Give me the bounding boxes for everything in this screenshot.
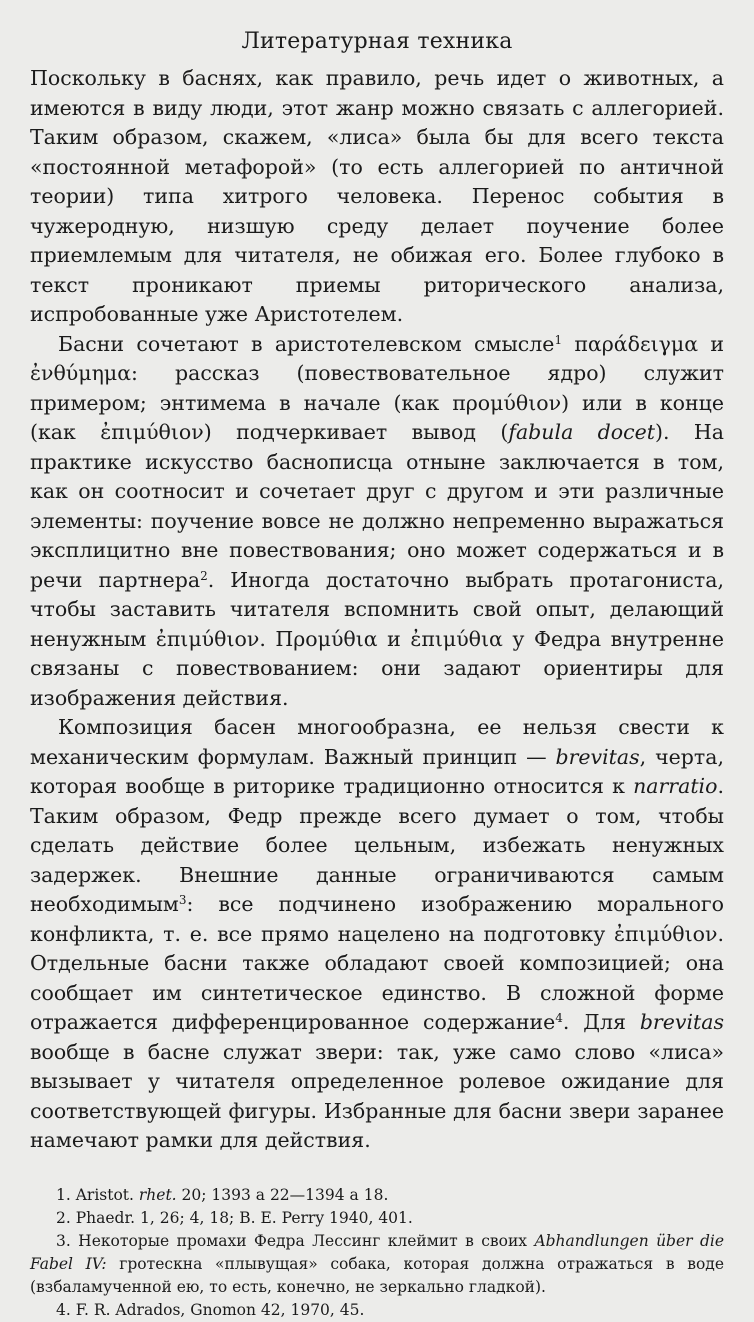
main-text xyxy=(30,64,724,1156)
paragraph xyxy=(30,330,724,714)
footnotes xyxy=(30,1184,724,1322)
footnote-ref: 3 xyxy=(178,892,187,907)
footnote-ref: 4 xyxy=(555,1010,563,1025)
text-run: 3. Некоторые промахи Федра Лессинг клеймит в своих xyxy=(56,1231,535,1250)
footnote xyxy=(30,1299,724,1322)
footnote xyxy=(30,1207,724,1230)
text-run: παράδειγμα и ἐνθύμημα: рассказ (повествовательное ядро) служит примером; энтимема в начале (как προμύθιον) или в конце (как ἐπιμύθιον) подчеркивает вывод ( xyxy=(30,331,725,444)
italic-text: rhet. xyxy=(138,1185,177,1204)
text-run: Композиция басен многообразна, ее нельзя свести к механическим формулам. Важный принцип — xyxy=(30,715,724,769)
text-run: 4. F. R. Adrados, Gnomon 42, 1970, 45. xyxy=(56,1300,365,1319)
footnote xyxy=(30,1230,724,1299)
italic-text: brevitas xyxy=(555,744,640,769)
footnote-ref: 1 xyxy=(554,332,563,347)
italic-text: fabula docet xyxy=(508,420,655,444)
footnote-ref: 2 xyxy=(200,568,208,583)
italic-text: Abhandlungen über die Fabel IV: xyxy=(30,1231,724,1273)
text-run: Поскольку в баснях, как правило, речь идет о животных, а имеются в виду люди, этот жанр можно связать с аллегорией. Таким образом, скажем, «лиса» была бы для всего текста «постоянной метафорой» (то есть аллегорией по античной теории) типа хитрого человека. Перенос события в чужеродную, низшую среду делает поучение более приемлемым для читателя, не обижая его. Более глубоко в текст проникают приемы риторического анализа, испробованные уже Аристотелем. xyxy=(30,66,724,326)
italic-text: narratio xyxy=(633,774,718,798)
text-run: Басни сочетают в аристотелевском смысле xyxy=(58,331,555,356)
text-run: . Иногда достаточно выбрать протагониста, чтобы заставить читателя вспомнить свой опыт, делающий ненужным ἐπιμύθιον. Προμύθια и ἐπιμύθια у Федра внутренне связаны с повествованием: они задают ориентиры для изображения действия. xyxy=(30,567,724,710)
paragraph xyxy=(30,64,724,330)
paragraph xyxy=(30,713,724,1156)
text-run: 2. Phaedr. 1, 26; 4, 18; B. E. Perry 1940, 401. xyxy=(56,1208,413,1227)
footnote xyxy=(30,1184,724,1207)
running-head-title: Литературная техника xyxy=(241,29,513,54)
text-run: . Для xyxy=(562,1010,640,1034)
text-run: . Таким образом, Федр прежде всего думает о том, чтобы сделать действие более цельным, избежать ненужных задержек. Внешние данные ограничиваются самым необходимым xyxy=(30,774,724,916)
text-run: , черта, которая вообще в риторике традиционно относится к xyxy=(30,744,724,798)
text-run: вообще в басне служат звери: так, уже само слово «лиса» вызывает у читателя определенное ролевое ожидание для соответствующей фигуры. Избранные для басни звери заранее намечают рамки для действия. xyxy=(30,1039,724,1152)
text-run: гротескна «плывущая» собака, которая должна отражаться в воде (взбаламученной ею, то есть, конечно, не зеркально гладкой). xyxy=(30,1254,724,1296)
text-run: 20; 1393 a 22—1394 a 18. xyxy=(176,1185,389,1204)
text-run: : все подчинено изображению морального конфликта, т. е. все прямо нацелено на подготовку ἐπιμύθιον. Отдельные басни также обладают своей композицией; она сообщает им синтетическое единство. В сложной форме отражается дифференцированное содержание xyxy=(30,892,724,1034)
text-run: ). На практике искусство баснописца отныне заключается в том, как он соотносит и сочетает друг с другом и эти различные элементы: поучение вовсе не должно непременно выражаться эксплицитно вне повествования; оно может содержаться и в речи партнера xyxy=(30,420,724,592)
italic-text: brevitas xyxy=(639,1010,724,1034)
text-run: 1. Aristot. xyxy=(56,1185,139,1204)
